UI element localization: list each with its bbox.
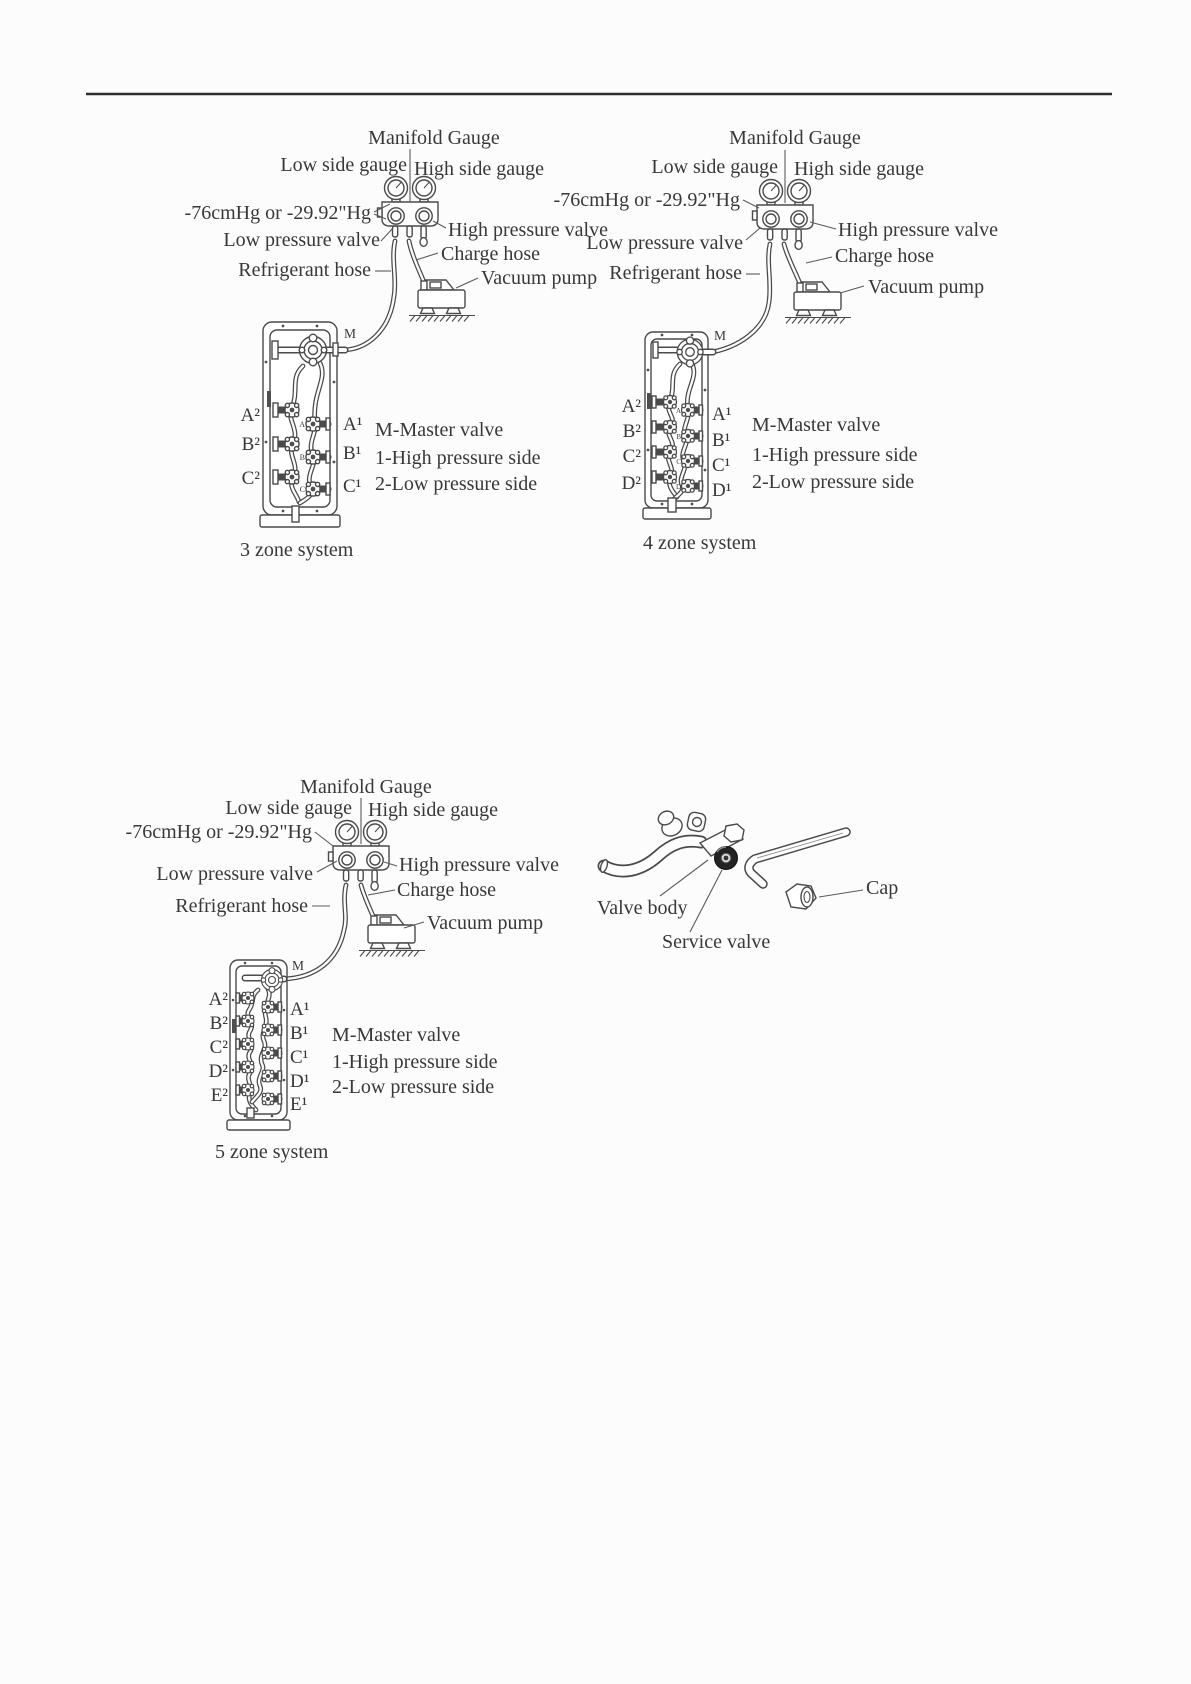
zone-letter: A	[675, 407, 681, 415]
label-high-side-gauge: High side gauge	[794, 158, 924, 180]
legend-low-pressure-side: 2-Low pressure side	[375, 473, 538, 495]
outdoor-unit-drawing	[643, 332, 713, 519]
label-high-pressure-valve: High pressure valve	[399, 854, 559, 876]
caption-4-zone-system: 4 zone system	[643, 532, 757, 554]
port-label: A²	[208, 989, 228, 1010]
leader-line	[690, 870, 722, 932]
leader-line	[810, 222, 836, 229]
zone-letter: B	[676, 433, 681, 441]
label-low-side-gauge: Low side gauge	[225, 797, 352, 819]
zone-letter: C	[299, 485, 305, 494]
label-cap: Cap	[866, 877, 899, 899]
label-vacuum-reading: -76cmHg or -29.92"Hg	[125, 821, 312, 843]
port-label: B²	[241, 434, 260, 455]
legend-master-valve: M-Master valve	[332, 1024, 461, 1046]
label-low-side-gauge: Low side gauge	[280, 154, 407, 176]
label-high-side-gauge: High side gauge	[414, 158, 544, 180]
label-manifold-gauge: Manifold Gauge	[300, 776, 432, 798]
charge-hose-path	[409, 241, 426, 287]
zone-letter: C	[676, 458, 681, 466]
leader-lines	[660, 860, 863, 932]
label-charge-hose: Charge hose	[441, 243, 541, 265]
zone-valves-low-side	[273, 403, 299, 484]
port-label: D²	[621, 473, 641, 494]
leader-line	[806, 257, 832, 263]
caption-5-zone-system: 5 zone system	[215, 1141, 329, 1163]
outdoor-unit-drawing	[260, 322, 345, 527]
zone-letter: B	[299, 453, 305, 462]
legend-low-pressure-side: 2-Low pressure side	[752, 471, 915, 493]
service-valve-ring	[715, 847, 738, 870]
leader-line	[381, 228, 393, 241]
label-master-valve-mark: M	[292, 958, 305, 973]
caption-3-zone-system: 3 zone system	[240, 539, 354, 561]
label-refrigerant-hose: Refrigerant hose	[238, 259, 371, 281]
hex-wrench-drawing	[749, 832, 846, 884]
diagram-5-zone	[126, 776, 560, 1163]
port-label: D²	[208, 1061, 228, 1082]
label-low-pressure-valve: Low pressure valve	[586, 232, 743, 254]
label-high-pressure-valve: High pressure valve	[448, 219, 608, 241]
label-charge-hose: Charge hose	[397, 879, 497, 901]
port-label: E²	[210, 1085, 228, 1106]
zone-letter: D	[675, 483, 681, 491]
label-charge-hose: Charge hose	[835, 245, 935, 267]
label-low-side-gauge: Low side gauge	[651, 156, 778, 178]
leader-line	[368, 890, 395, 895]
vacuum-pump-drawing	[785, 282, 851, 324]
leader-line	[416, 253, 438, 260]
leader-line	[660, 860, 708, 896]
port-label: D¹	[290, 1071, 310, 1092]
label-high-pressure-valve: High pressure valve	[838, 219, 998, 241]
label-low-pressure-valve: Low pressure valve	[223, 229, 380, 251]
label-vacuum-pump: Vacuum pump	[427, 912, 544, 934]
label-high-side-gauge: High side gauge	[368, 799, 498, 821]
leader-line	[840, 286, 864, 293]
port-label: E¹	[290, 1094, 308, 1115]
label-vacuum-pump: Vacuum pump	[868, 276, 985, 298]
legend-master-valve: M-Master valve	[375, 419, 504, 441]
port-label: C²	[209, 1037, 228, 1058]
label-refrigerant-hose: Refrigerant hose	[175, 895, 308, 917]
cap-drawing	[786, 884, 816, 909]
port-label: C¹	[290, 1047, 309, 1068]
label-master-valve-mark: M	[714, 328, 727, 343]
port-label: B¹	[290, 1023, 309, 1044]
vacuum-pump-drawing	[359, 915, 425, 957]
port-label: B¹	[712, 430, 731, 451]
port-label: A²	[240, 405, 260, 426]
port-label: A¹	[343, 414, 363, 435]
port-label: C²	[622, 446, 641, 467]
label-service-valve: Service valve	[662, 931, 771, 953]
zone-valves-high-side	[306, 417, 330, 496]
label-vacuum-reading: -76cmHg or -29.92"Hg	[184, 202, 371, 224]
manifold-gauge-assembly	[329, 821, 390, 891]
label-manifold-gauge: Manifold Gauge	[729, 127, 861, 149]
manifold-gauge-assembly	[378, 177, 439, 247]
port-label: B¹	[343, 443, 362, 464]
leader-line	[456, 278, 478, 288]
label-vacuum-pump: Vacuum pump	[481, 267, 598, 289]
legend-high-pressure-side: 1-High pressure side	[752, 444, 918, 466]
diagram-service-valve	[597, 809, 898, 953]
leader-line	[315, 832, 333, 846]
diagram-3-zone	[185, 127, 609, 561]
leader-line	[743, 200, 759, 208]
port-label: A¹	[712, 404, 732, 425]
label-master-valve-mark: M	[344, 326, 357, 341]
vacuum-pump-drawing	[409, 280, 475, 322]
port-label: A²	[621, 396, 641, 417]
legend-high-pressure-side: 1-High pressure side	[375, 447, 541, 469]
diagram-4-zone	[554, 127, 999, 554]
label-valve-body: Valve body	[597, 897, 688, 919]
manifold-gauge-assembly	[753, 180, 814, 250]
port-label: C²	[241, 468, 260, 489]
legend-low-pressure-side: 2-Low pressure side	[332, 1076, 495, 1098]
zone-letter: A	[299, 420, 305, 429]
port-label: C¹	[712, 455, 731, 476]
label-vacuum-reading: -76cmHg or -29.92"Hg	[553, 189, 740, 211]
port-label: D¹	[712, 480, 732, 501]
label-refrigerant-hose: Refrigerant hose	[609, 262, 742, 284]
port-label: B²	[622, 421, 641, 442]
outdoor-unit-drawing	[227, 960, 290, 1130]
label-manifold-gauge: Manifold Gauge	[368, 127, 500, 149]
leader-line	[746, 228, 760, 240]
leader-line	[819, 890, 863, 897]
port-label: A¹	[290, 999, 310, 1020]
valve-body-pipe	[599, 841, 701, 873]
label-low-pressure-valve: Low pressure valve	[156, 863, 313, 885]
port-label: C¹	[343, 476, 362, 497]
port-label: B²	[209, 1013, 228, 1034]
legend-master-valve: M-Master valve	[752, 414, 881, 436]
legend-high-pressure-side: 1-High pressure side	[332, 1051, 498, 1073]
